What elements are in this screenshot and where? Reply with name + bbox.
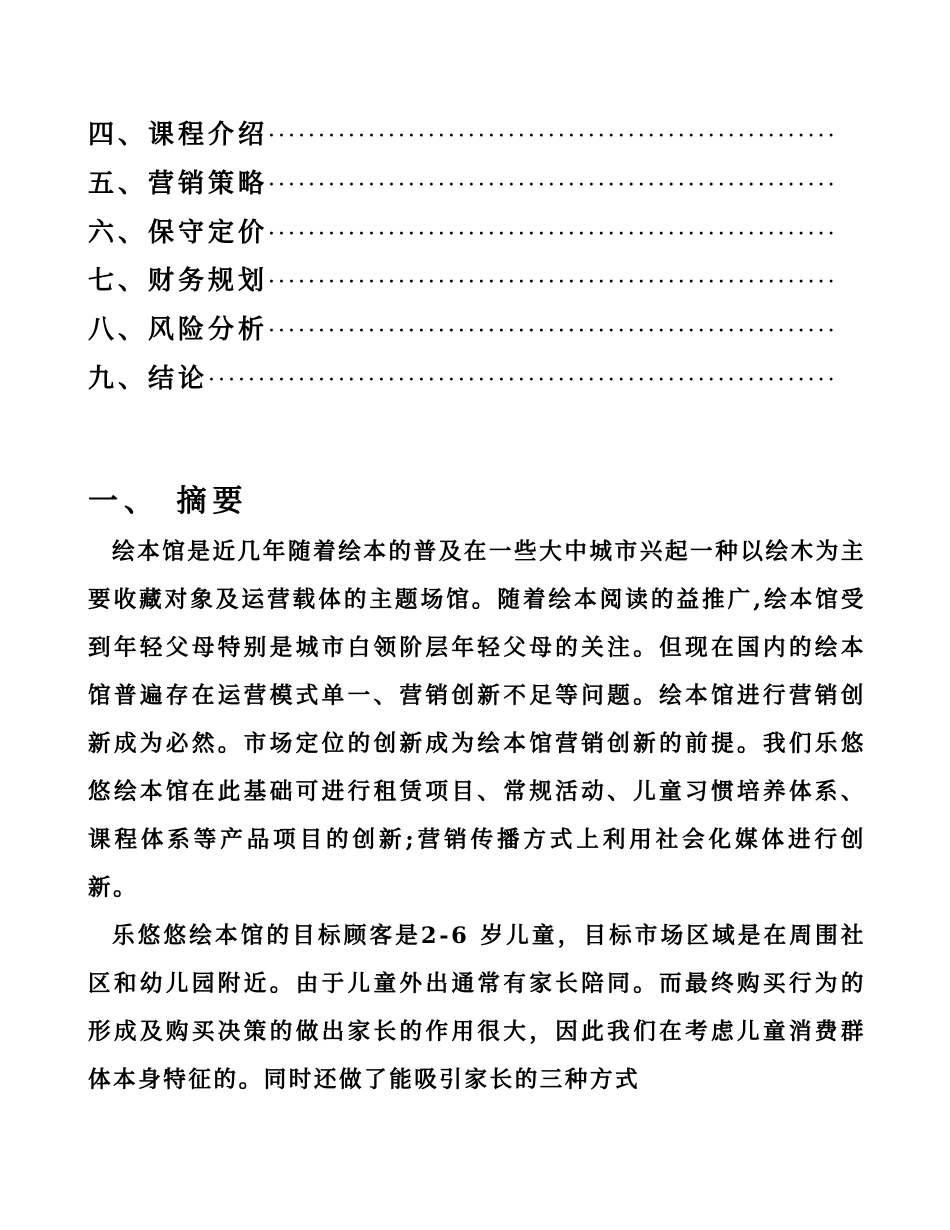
toc-item-number: 五、 — [88, 168, 149, 199]
toc-item-label — [88, 163, 268, 200]
toc-item-label — [88, 358, 208, 395]
toc-item[interactable] — [88, 260, 838, 309]
body-paragraph: 乐悠悠绘本馆的目标顾客是2-6 岁儿童，目标市场区域是在周围社区和幼儿园附近。由于儿童外出通常有家长陪同。而最终购买行为的形成及购买决策的做出家长的作用很大，因此我们在考虑儿童消费群体本身特征的。同时还做了能吸引家长的三种方式 — [88, 923, 866, 1093]
body-paragraph: 绘本馆是近几年随着绘本的普及在一些大中城市兴起一种以绘木为主要收藏对象及运营载体的主题场馆。随着绘本阅读的益推广,绘本馆受到年轻父母特别是城市白领阶层年轻父母的关注。但现在国内的绘本馆普遍存在运营模式单一、营销创新不足等问题。绘本馆进行营销创新成为必然。市场定位的创新成为绘本馆营销创新的前提。我们乐悠悠绘本馆在此基础可进行租赁项目、常规活动、儿童习惯培养体系、课程体系等产品项目的创新;营销传播方式上利用社会化媒体进行创新。 — [88, 539, 866, 901]
toc-item-title: 风险分析 — [148, 315, 269, 346]
toc-item-title: 课程介绍 — [148, 120, 269, 150]
table-of-contents — [88, 114, 838, 407]
toc-item[interactable] — [88, 163, 838, 212]
toc-item-number: 九、 — [88, 363, 149, 394]
toc-item[interactable] — [88, 309, 838, 358]
toc-dot-leader — [268, 319, 838, 344]
toc-item-number: 八、 — [88, 315, 149, 346]
toc-item-label — [88, 114, 268, 151]
toc-item-label — [88, 260, 268, 297]
toc-dot-leader — [268, 173, 838, 198]
toc-item-title: 结论 — [148, 363, 209, 394]
toc-dot-leader — [268, 270, 838, 295]
toc-item-title: 财务规划 — [148, 266, 269, 297]
section-body — [88, 528, 866, 1104]
toc-item-title: 保守定价 — [148, 217, 269, 248]
toc-item[interactable] — [88, 358, 838, 407]
toc-dot-leader — [268, 124, 838, 149]
toc-item-number: 四、 — [88, 120, 149, 150]
toc-item-number: 六、 — [88, 217, 149, 248]
toc-dot-leader — [208, 368, 838, 393]
toc-item-title: 营销策略 — [148, 168, 269, 199]
toc-item[interactable] — [88, 212, 838, 261]
toc-item-number: 七、 — [88, 266, 149, 297]
section-heading: 一、 摘要 — [88, 484, 249, 519]
toc-dot-leader — [268, 222, 838, 247]
toc-item[interactable] — [88, 114, 838, 163]
toc-item-label — [88, 309, 268, 346]
toc-item-label — [88, 212, 268, 249]
